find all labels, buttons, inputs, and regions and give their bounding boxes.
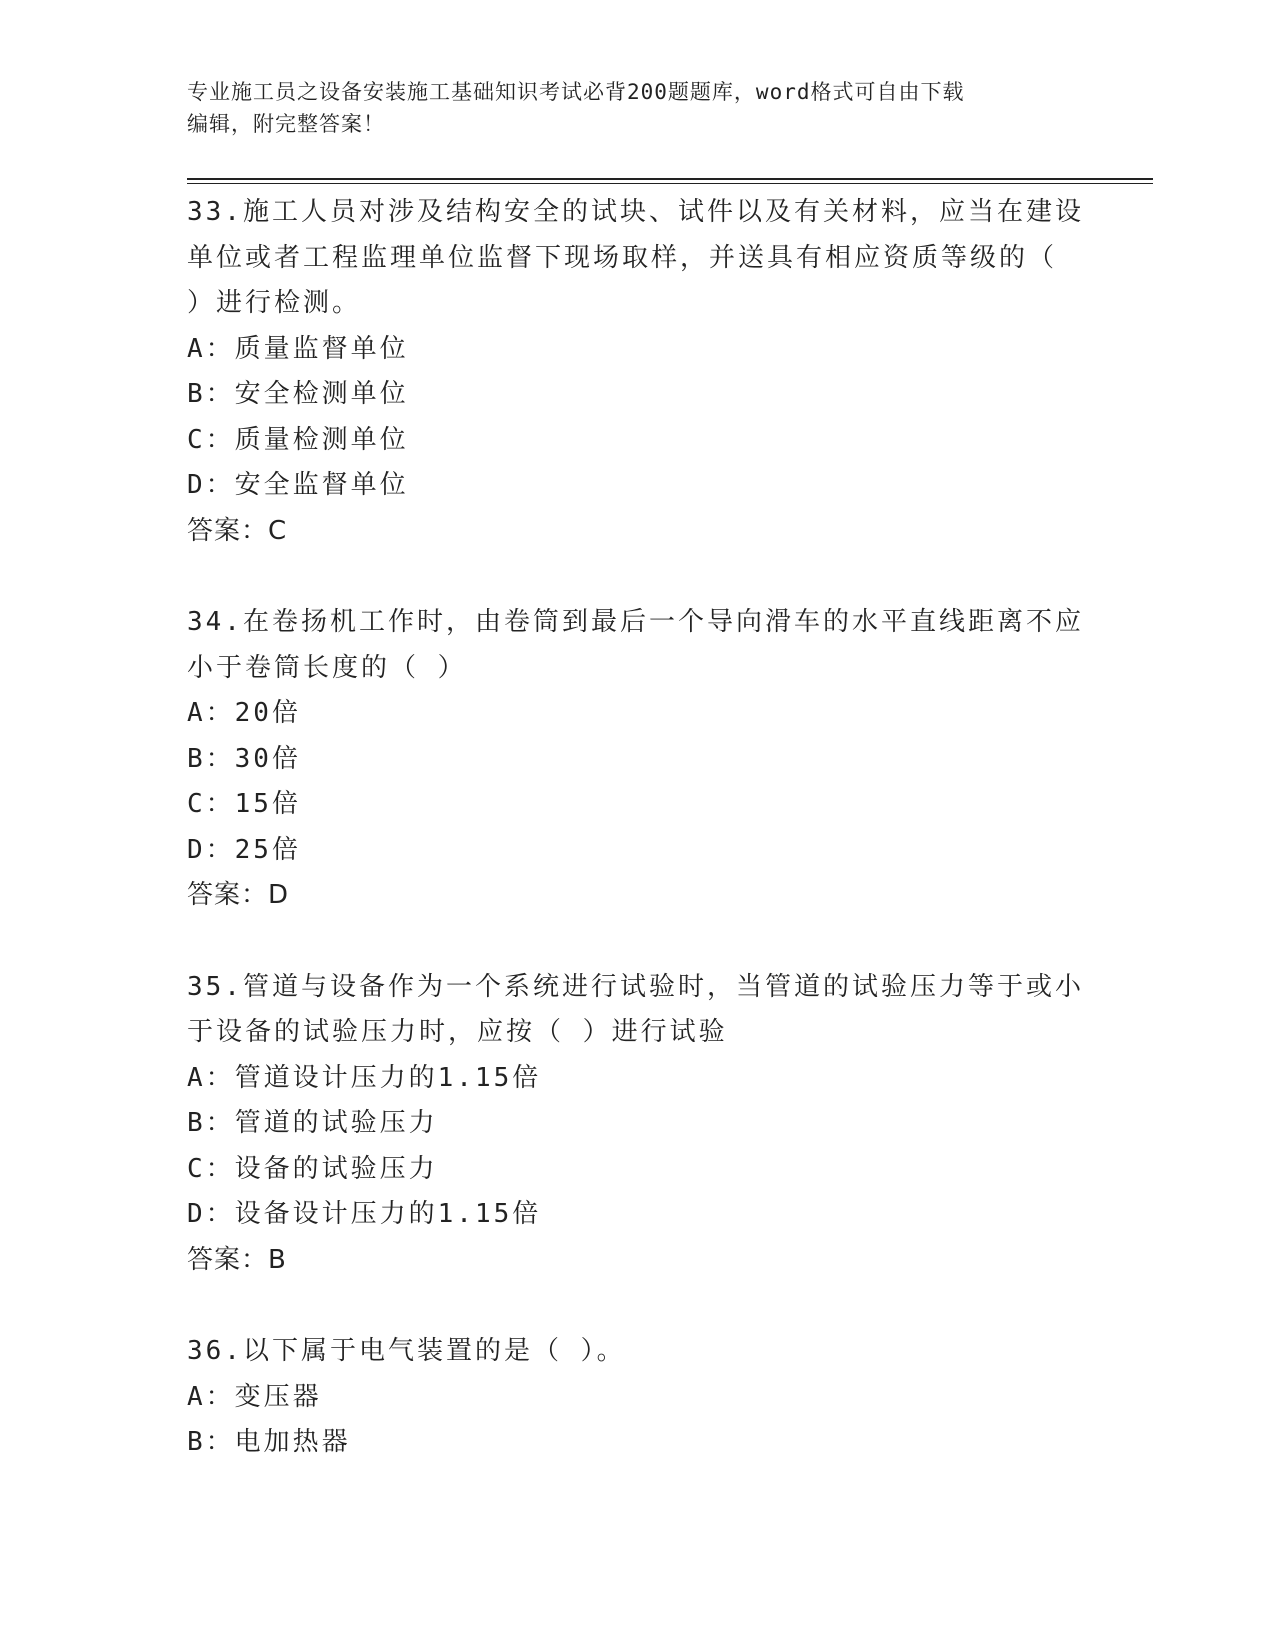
option-d: D：安全监督单位 <box>187 470 409 500</box>
header-divider-thick <box>187 178 1153 180</box>
question-list <box>187 190 1087 1512</box>
option-b: B：安全检测单位 <box>187 379 409 409</box>
option-b: B：管道的试验压力 <box>187 1108 438 1138</box>
question-text-line: 单位或者工程监理单位监督下现场取样，并送具有相应资质等级的（ <box>187 242 1058 273</box>
question-35 <box>187 965 1087 1284</box>
option-c: C：15倍 <box>187 789 301 819</box>
header-line-1: 专业施工员之设备安装施工基础知识考试必背200题题库，word格式可自由下载 <box>187 80 965 104</box>
option-b: B：电加热器 <box>187 1427 351 1457</box>
option-a: A：20倍 <box>187 698 301 728</box>
answer-label: 答案：D <box>187 880 290 910</box>
header-divider-thin <box>187 183 1153 184</box>
answer-label: 答案：C <box>187 515 288 546</box>
option-d: D：25倍 <box>187 834 301 865</box>
option-c: C：质量检测单位 <box>187 424 409 455</box>
question-36 <box>187 1329 1087 1466</box>
question-text-line: 小于卷筒长度的（ ） <box>187 652 467 683</box>
question-text-line: ）进行检测。 <box>187 288 362 318</box>
header-line-2: 编辑，附完整答案！ <box>187 112 385 136</box>
option-a: A：管道设计压力的1.15倍 <box>187 1062 542 1093</box>
question-text-line: 33.施工人员对涉及结构安全的试块、试件以及有关材料，应当在建设 <box>187 197 1084 227</box>
question-34 <box>187 600 1087 919</box>
option-d: D：设备设计压力的1.15倍 <box>187 1199 542 1229</box>
document-header <box>187 76 1087 140</box>
question-text-line: 35.管道与设备作为一个系统进行试验时，当管道的试验压力等于或小 <box>187 971 1084 1002</box>
option-c: C：设备的试验压力 <box>187 1153 438 1184</box>
question-text-line: 于设备的试验压力时，应按（ ）进行试验 <box>187 1017 728 1047</box>
option-a: A：变压器 <box>187 1381 322 1412</box>
answer-label: 答案：B <box>187 1244 287 1275</box>
question-text-line: 34.在卷扬机工作时，由卷筒到最后一个导向滑车的水平直线距离不应 <box>187 607 1084 637</box>
question-33 <box>187 190 1087 554</box>
question-text-line: 36.以下属于电气装置的是（ ）。 <box>187 1336 626 1366</box>
option-b: B：30倍 <box>187 743 301 774</box>
option-a: A：质量监督单位 <box>187 333 409 364</box>
